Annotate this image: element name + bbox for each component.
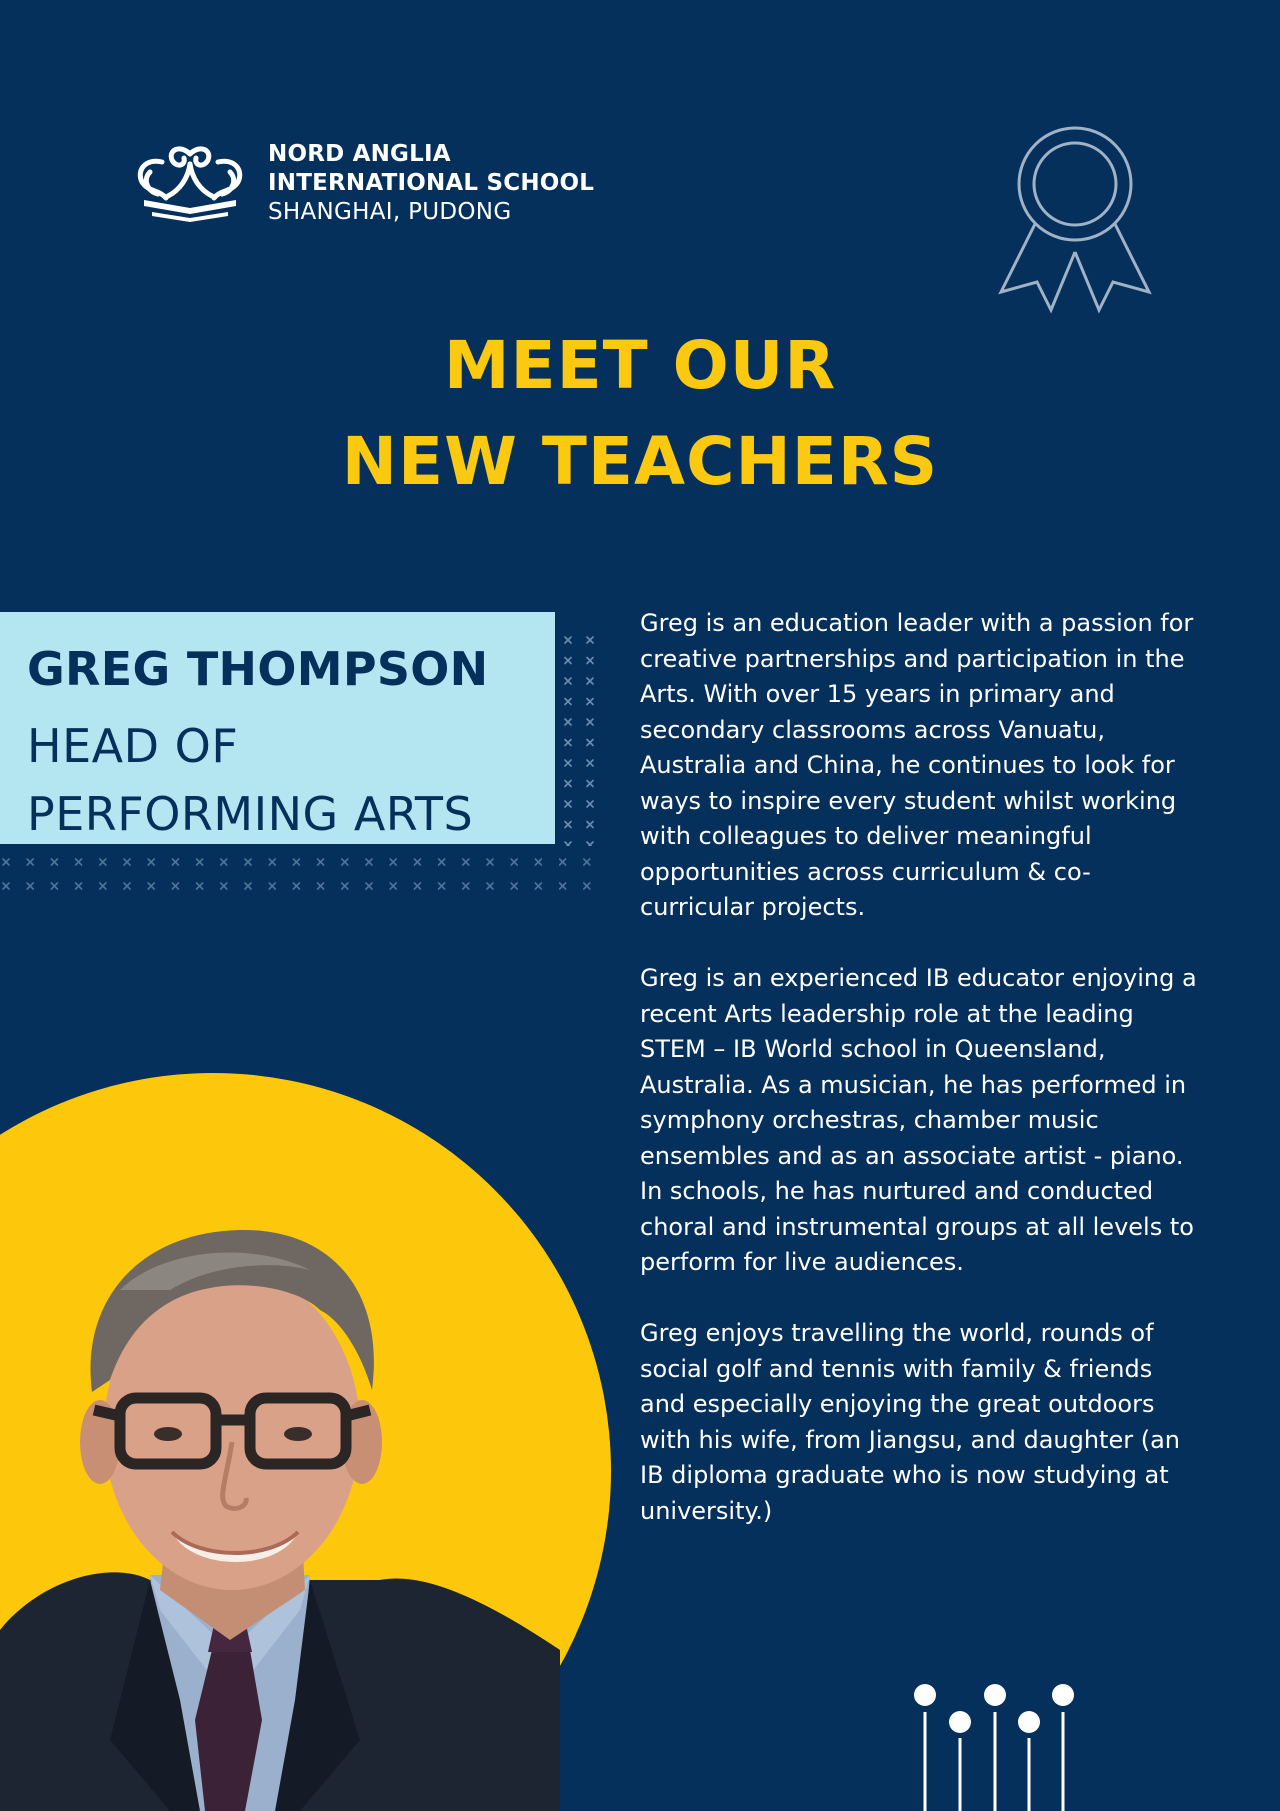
teacher-bio — [640, 606, 1200, 1565]
bulb-lines-icon — [905, 1680, 1085, 1811]
bio-paragraph-1: Greg is an education leader with a passion for creative partnerships and participation in the Arts. With over 15 years in primary and secondary classrooms across Vanuatu, Australia and China, he continues to look for ways to inspire every student whilst working with colleagues to deliver meaningful opportunities across curriculum & co-curricular projects. — [640, 609, 1194, 921]
school-logo — [132, 140, 594, 227]
school-name-line2: INTERNATIONAL SCHOOL — [268, 170, 595, 196]
dot-pattern-vertical — [556, 630, 600, 846]
teacher-portrait — [0, 1180, 560, 1811]
teacher-role-line2: PERFORMING ARTS — [27, 787, 474, 841]
page-title — [0, 318, 1280, 510]
school-location: SHANGHAI, PUDONG — [268, 199, 512, 225]
teacher-name-card — [0, 612, 555, 844]
bio-paragraph-2: Greg is an experienced IB educator enjoying a recent Arts leadership role at the leading STEM – IB World school in Queensland, Australia. As a musician, he has performed in symphony orchestras, chamber music ensembles and as an associate artist - piano. In schools, he has nurtured and conducted choral and instrumental groups at all levels to perform for live audiences. — [640, 964, 1197, 1276]
teacher-role-line1: HEAD OF — [27, 719, 239, 773]
teacher-role — [27, 712, 473, 848]
school-name-line1: NORD ANGLIA — [268, 141, 451, 167]
school-name — [268, 140, 594, 227]
title-line-1: MEET OUR — [443, 327, 837, 404]
teacher-name: GREG THOMPSON — [27, 642, 489, 696]
bio-paragraph-3: Greg enjoys travelling the world, rounds of social golf and tennis with family & friends and especially enjoying the great outdoors with his wife, from Jiangsu, and daughter (an IB diploma graduate who is now studying at university.) — [640, 1319, 1181, 1525]
title-line-2: NEW TEACHERS — [341, 423, 939, 500]
school-crest-icon — [132, 142, 248, 226]
dot-pattern-horizontal — [0, 852, 600, 904]
award-ribbon-icon — [995, 126, 1155, 316]
